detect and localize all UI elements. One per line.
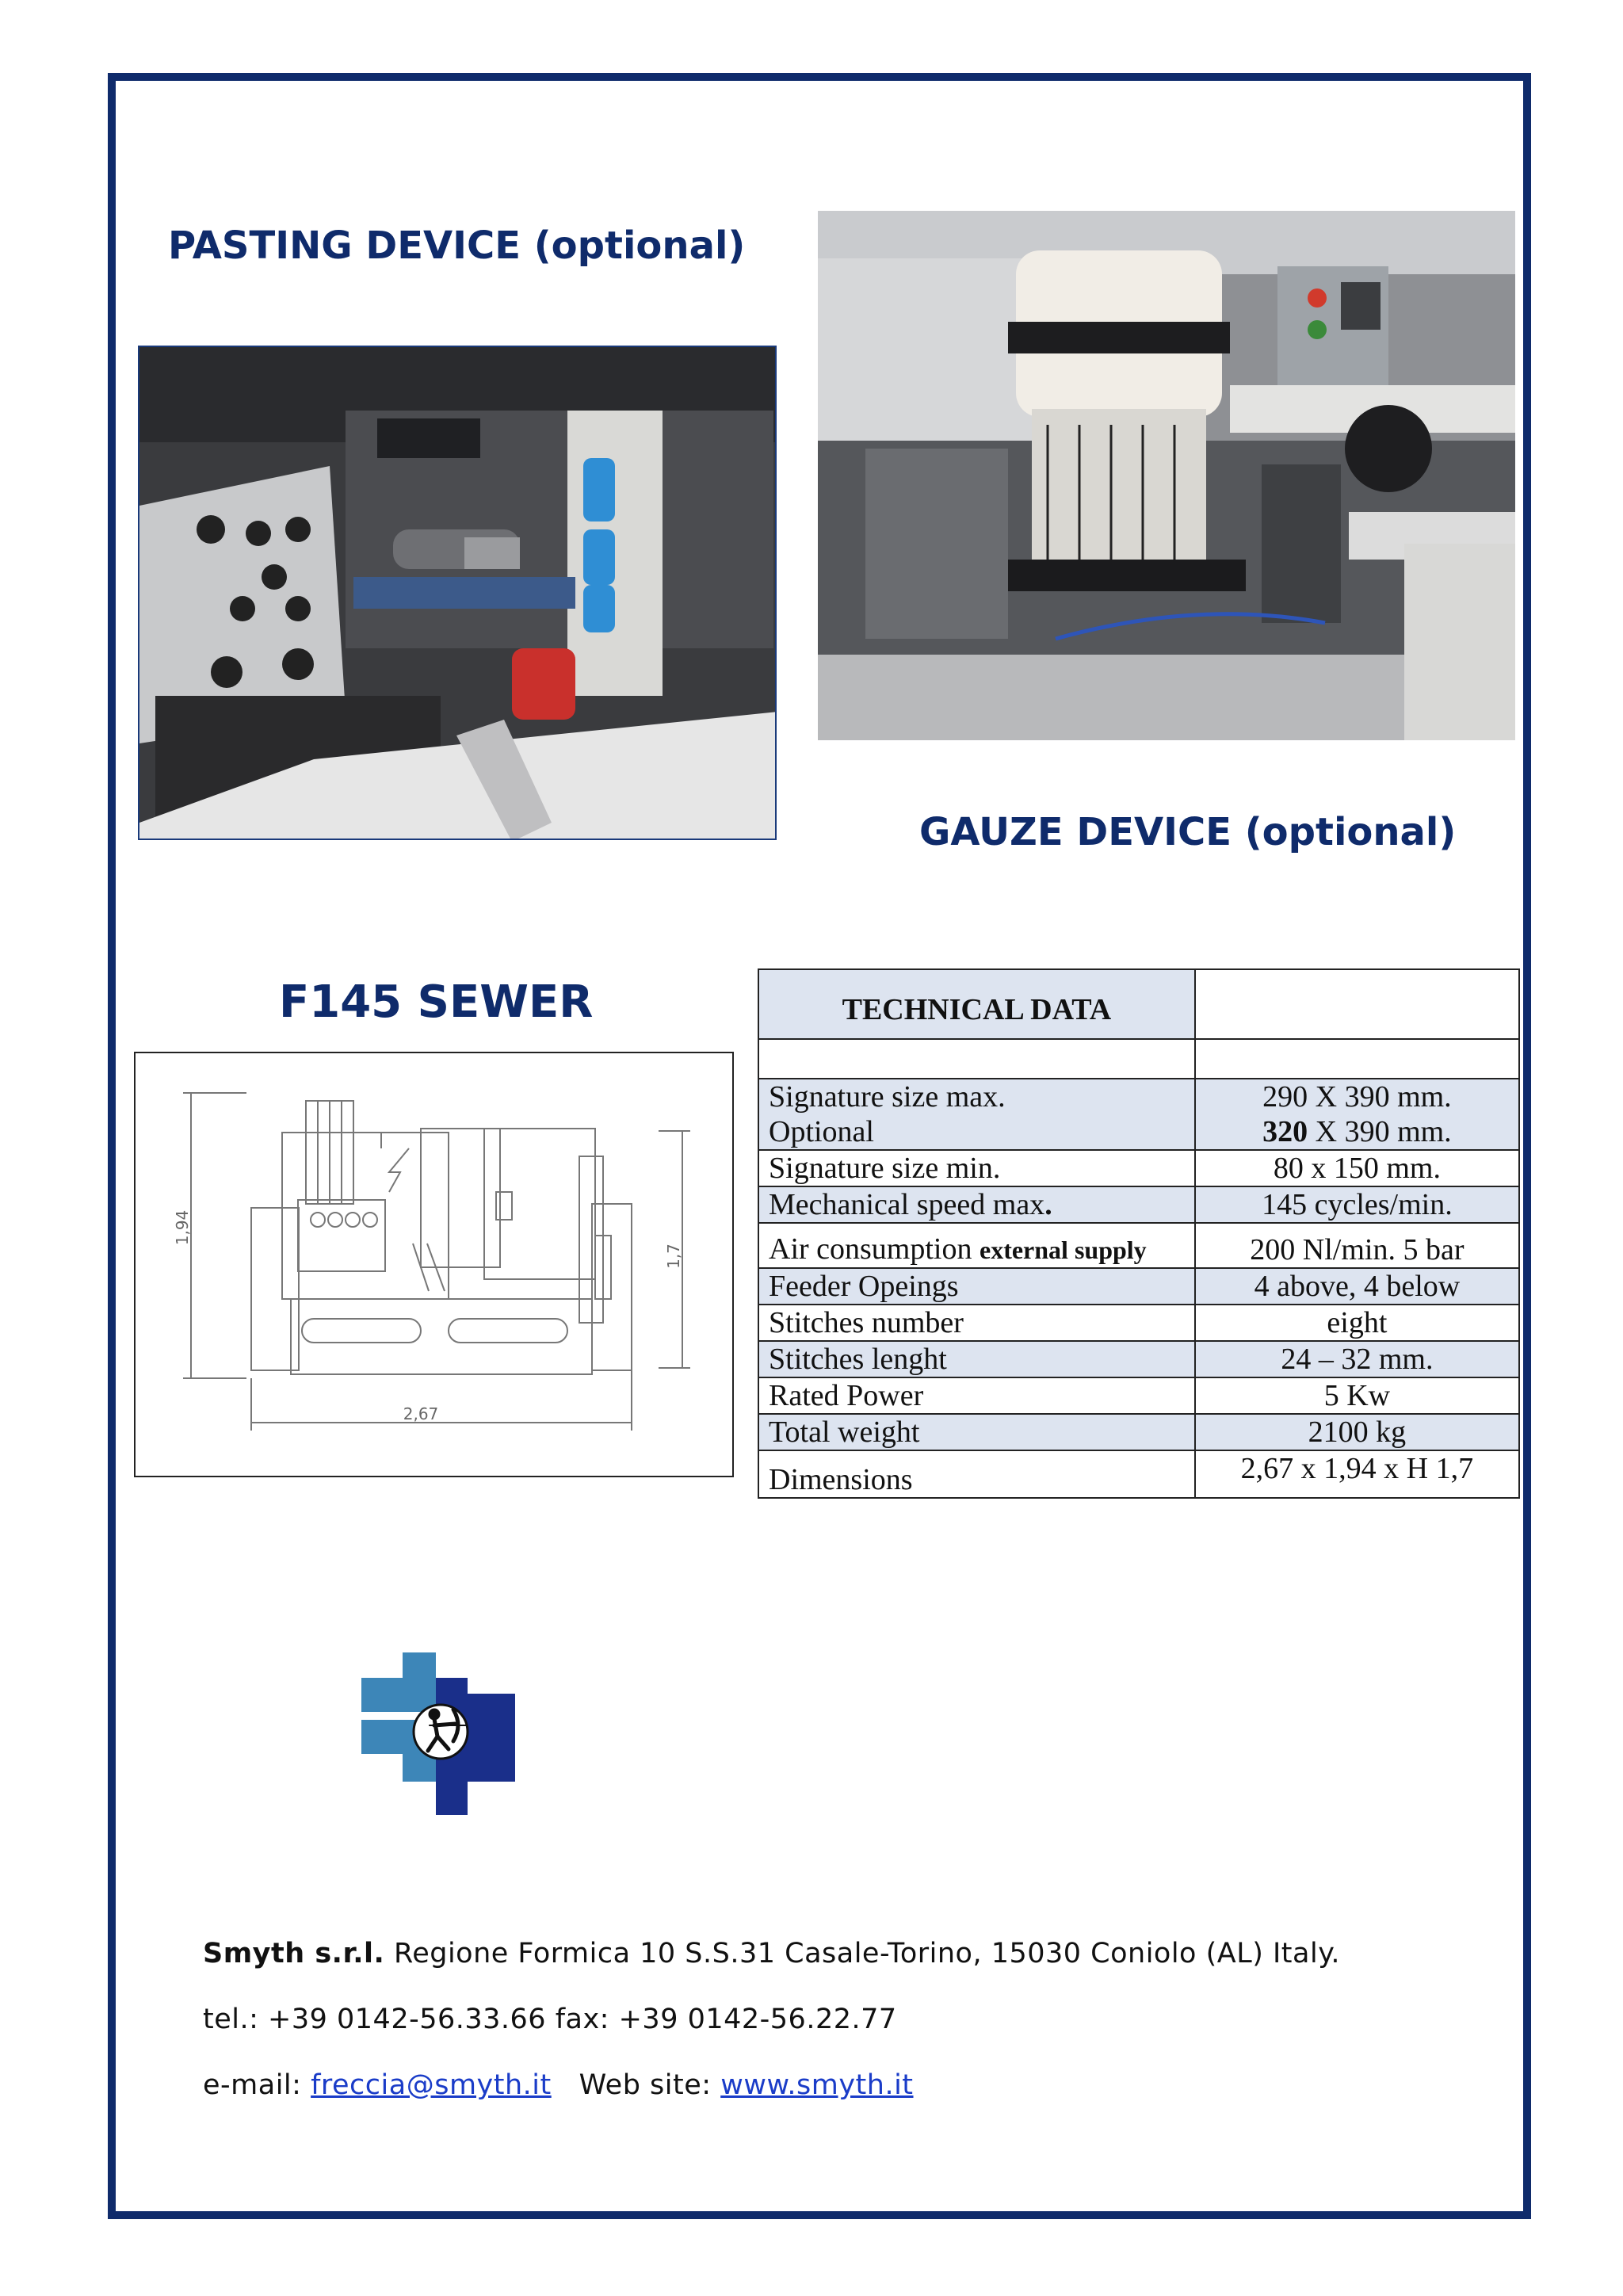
- row-label: Rated Power: [758, 1377, 1195, 1414]
- gauze-device-heading: GAUZE DEVICE (optional): [919, 810, 1457, 854]
- row-label: Feeder Opeings: [758, 1268, 1195, 1305]
- email-link[interactable]: freccia@smyth.it: [311, 2069, 552, 2101]
- technical-data-table: [758, 968, 1520, 1499]
- contact-web-line: [203, 2069, 914, 2101]
- table-header-row: [758, 969, 1519, 1039]
- table-row: [758, 1150, 1519, 1186]
- web-label: Web site:: [579, 2069, 721, 2101]
- optional-size-bold: 320: [1262, 1115, 1308, 1148]
- table-row: [758, 1268, 1519, 1305]
- row-label: Stitches number: [758, 1305, 1195, 1341]
- email-label: e-mail:: [203, 2069, 311, 2101]
- row-label: Dimensions: [758, 1450, 1195, 1498]
- table-row: [758, 1223, 1519, 1268]
- pasting-device-photo: [138, 346, 777, 840]
- row-value: 80 x 150 mm.: [1195, 1150, 1519, 1186]
- table-row: [758, 1450, 1519, 1498]
- row-label-note: external supply: [979, 1236, 1147, 1264]
- smyth-logo: [361, 1652, 520, 1815]
- dimension-label-height: 1,7: [664, 1244, 683, 1269]
- contact-address-line: [203, 1938, 1340, 1969]
- optional-size-rest: X 390 mm.: [1308, 1115, 1452, 1148]
- row-value: 2,67 x 1,94 x H 1,7: [1195, 1450, 1519, 1498]
- row-label: Signature size min.: [758, 1150, 1195, 1186]
- row-value: 200 Nl/min. 5 bar: [1195, 1223, 1519, 1268]
- row-value: eight: [1195, 1305, 1519, 1341]
- table-row: [758, 1305, 1519, 1341]
- table-row: [758, 1414, 1519, 1450]
- row-value: 24 – 32 mm.: [1195, 1341, 1519, 1377]
- row-label: Total weight: [758, 1414, 1195, 1450]
- row-value: 145 cycles/min.: [1195, 1186, 1519, 1223]
- company-name: Smyth s.r.l.: [203, 1938, 385, 1969]
- gauze-device-photo: [818, 211, 1515, 740]
- pasting-device-heading: PASTING DEVICE (optional): [168, 223, 746, 268]
- dimension-label-length: 2,67: [403, 1404, 439, 1423]
- website-link[interactable]: www.smyth.it: [720, 2069, 914, 2101]
- row-label-optional: Optional: [769, 1115, 874, 1148]
- table-row: [758, 1377, 1519, 1414]
- table-spacer-row: [758, 1039, 1519, 1079]
- row-value: 290 X 390 mm.: [1262, 1080, 1452, 1114]
- dimension-label-width: 1,94: [173, 1209, 192, 1246]
- company-address: Regione Formica 10 S.S.31 Casale-Torino, 15030 Coniolo (AL) Italy.: [384, 1938, 1341, 1969]
- row-value: 5 Kw: [1195, 1377, 1519, 1414]
- table-row: [758, 1079, 1519, 1150]
- row-value: 4 above, 4 below: [1195, 1268, 1519, 1305]
- machine-drawing: [134, 1052, 734, 1477]
- contact-phone-line: tel.: +39 0142-56.33.66 fax: +39 0142-56.22.77: [203, 2004, 897, 2035]
- row-label: Mechanical speed max: [769, 1188, 1045, 1221]
- row-value: 2100 kg: [1195, 1414, 1519, 1450]
- model-heading: F145 SEWER: [279, 976, 594, 1028]
- row-label: Signature size max.: [769, 1080, 1006, 1114]
- row-label: Air consumption: [769, 1232, 980, 1266]
- table-row: Mechanical speed max. 145 cycles/min.: [758, 1186, 1519, 1223]
- row-label: Stitches lenght: [758, 1341, 1195, 1377]
- table-row: [758, 1341, 1519, 1377]
- technical-data-title: TECHNICAL DATA: [758, 969, 1195, 1039]
